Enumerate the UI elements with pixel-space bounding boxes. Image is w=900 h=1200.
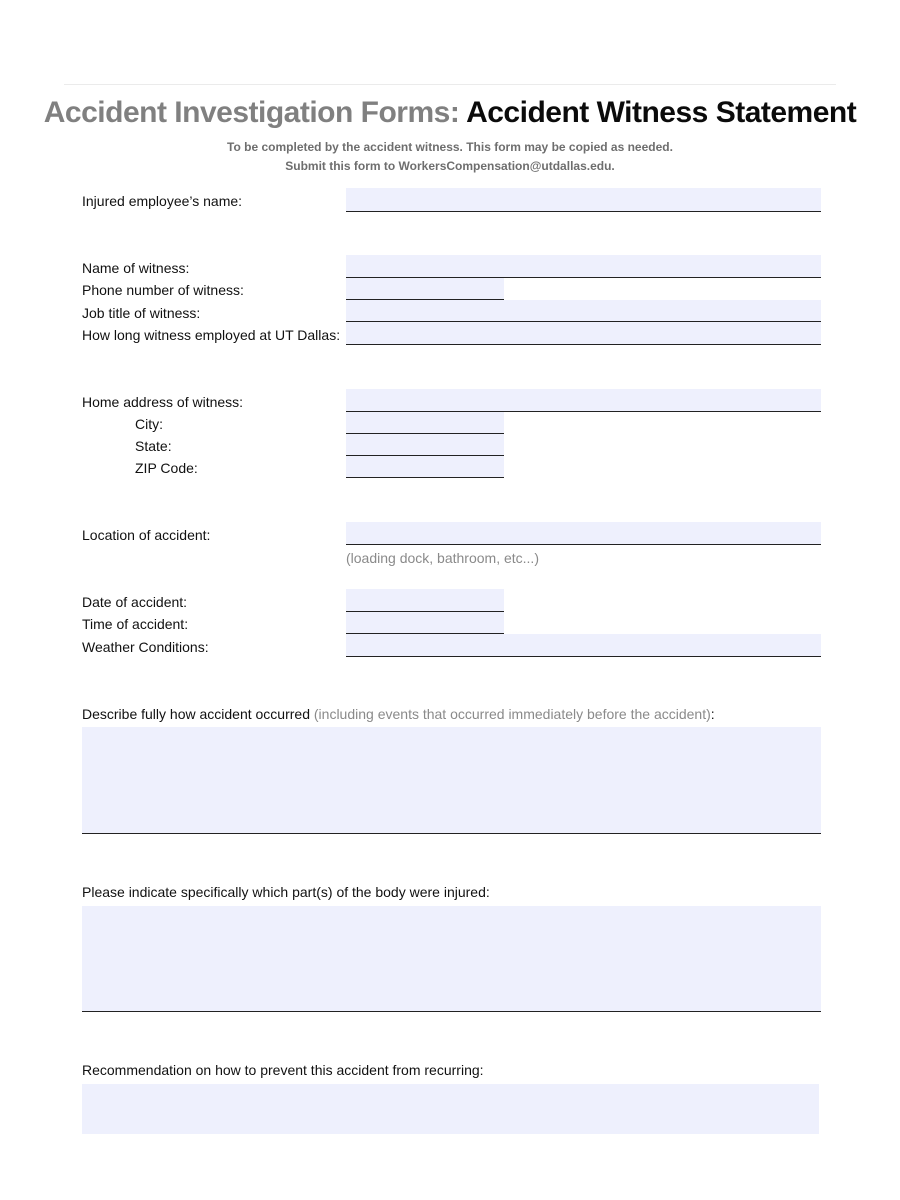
witness-name-label: Name of witness:	[82, 260, 190, 276]
home-address-field[interactable]	[346, 389, 821, 412]
form-title	[0, 96, 900, 130]
weather-label: Weather Conditions:	[82, 639, 209, 655]
body-parts-textarea[interactable]	[82, 906, 821, 1012]
description-label-colon: :	[710, 706, 715, 722]
state-field[interactable]	[346, 434, 504, 456]
date-label: Date of accident:	[82, 594, 188, 610]
witness-phone-field[interactable]	[346, 278, 504, 300]
city-label: City:	[135, 416, 163, 432]
instruction-line-2: Submit this form to WorkersCompensation@utdallas.edu.	[285, 159, 615, 173]
witness-phone-label: Phone number of witness:	[82, 282, 244, 298]
title-main: Accident Witness Statement	[466, 96, 857, 129]
witness-tenure-label: How long witness employed at UT Dallas:	[82, 327, 341, 343]
location-field[interactable]	[346, 522, 821, 545]
location-hint: (loading dock, bathroom, etc...)	[346, 550, 539, 566]
body-parts-label: Please indicate specifically which part(s) of the body were injured:	[82, 884, 490, 900]
description-label-text: Describe fully how accident occurred	[82, 706, 310, 722]
injured-employee-field[interactable]	[346, 188, 821, 212]
location-label: Location of accident:	[82, 527, 211, 543]
city-field[interactable]	[346, 412, 504, 434]
time-label: Time of accident:	[82, 616, 189, 632]
state-label: State:	[135, 438, 172, 454]
zip-label: ZIP Code:	[135, 460, 198, 476]
description-label-hint: (including events that occurred immediately before the accident)	[313, 706, 711, 722]
witness-tenure-field[interactable]	[346, 322, 821, 345]
recommendation-label: Recommendation on how to prevent this accident from recurring:	[82, 1062, 484, 1078]
description-textarea[interactable]	[82, 727, 821, 834]
home-address-label: Home address of witness:	[82, 394, 244, 410]
witness-job-title-field[interactable]	[346, 300, 821, 322]
title-prefix: Accident Investigation Forms:	[43, 96, 460, 129]
recommendation-textarea[interactable]	[82, 1084, 819, 1134]
witness-job-title-label: Job title of witness:	[82, 305, 201, 321]
top-divider	[64, 84, 836, 85]
weather-field[interactable]	[346, 634, 821, 657]
instruction-line-1: To be completed by the accident witness. This form may be copied as needed.	[227, 140, 673, 154]
zip-field[interactable]	[346, 456, 504, 478]
witness-name-field[interactable]	[346, 255, 821, 278]
description-label	[82, 706, 715, 722]
injured-employee-label: Injured employee’s name:	[82, 193, 243, 209]
date-field[interactable]	[346, 589, 504, 612]
time-field[interactable]	[346, 612, 504, 634]
